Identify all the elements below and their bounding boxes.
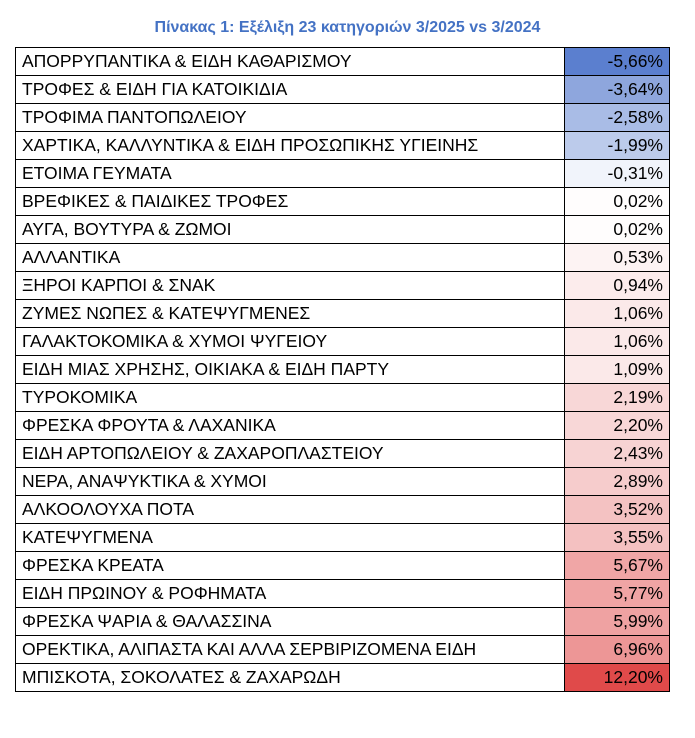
change-value: 2,43% — [565, 440, 670, 468]
change-value: 2,19% — [565, 384, 670, 412]
change-value: 5,77% — [565, 580, 670, 608]
change-value: 0,94% — [565, 272, 670, 300]
change-value: 6,96% — [565, 636, 670, 664]
change-value: 1,06% — [565, 300, 670, 328]
change-value: 2,20% — [565, 412, 670, 440]
change-value: 1,09% — [565, 356, 670, 384]
change-value: 5,99% — [565, 608, 670, 636]
category-name: ΟΡΕΚΤΙΚΑ, ΑΛΙΠΑΣΤΑ ΚΑΙ ΑΛΛΑ ΣΕΡΒΙΡΙΖΟΜΕΝΑ ΕΙΔΗ — [16, 636, 565, 664]
table-title: Πίνακας 1: Εξέλιξη 23 κατηγοριών 3/2025 vs 3/2024 — [154, 19, 541, 36]
category-name: ΝΕΡΑ, ΑΝΑΨΥΚΤΙΚΑ & ΧΥΜΟΙ — [16, 468, 565, 496]
change-value: 0,53% — [565, 244, 670, 272]
table-row — [16, 104, 670, 132]
table-row — [16, 440, 670, 468]
table-row — [16, 160, 670, 188]
table-row — [16, 356, 670, 384]
category-name: ΑΛΛΑΝΤΙΚΑ — [16, 244, 565, 272]
table-row — [16, 636, 670, 664]
table-row — [16, 244, 670, 272]
table-row — [16, 132, 670, 160]
category-name: ΤΡΟΦΙΜΑ ΠΑΝΤΟΠΩΛΕΙΟΥ — [16, 104, 565, 132]
category-name: ΜΠΙΣΚΟΤΑ, ΣΟΚΟΛΑΤΕΣ & ΖΑΧΑΡΩΔΗ — [16, 664, 565, 692]
category-table — [15, 47, 670, 692]
change-value: 5,67% — [565, 552, 670, 580]
table-row — [16, 188, 670, 216]
category-name: ΤΥΡΟΚΟΜΙΚΑ — [16, 384, 565, 412]
table-row — [16, 524, 670, 552]
table-row — [16, 552, 670, 580]
category-name: ΖΥΜΕΣ ΝΩΠΕΣ & ΚΑΤΕΨΥΓΜΕΝΕΣ — [16, 300, 565, 328]
change-value: -2,58% — [565, 104, 670, 132]
table-row — [16, 48, 670, 76]
table-row — [16, 384, 670, 412]
table-row — [16, 216, 670, 244]
table-body — [16, 48, 670, 692]
table-row — [16, 580, 670, 608]
category-name: ΦΡΕΣΚΑ ΚΡΕΑΤΑ — [16, 552, 565, 580]
category-name: ΦΡΕΣΚΑ ΨΑΡΙΑ & ΘΑΛΑΣΣΙΝΑ — [16, 608, 565, 636]
table-row — [16, 412, 670, 440]
table-row — [16, 496, 670, 524]
category-name: ΕΙΔΗ ΜΙΑΣ ΧΡΗΣΗΣ, ΟΙΚΙΑΚΑ & ΕΙΔΗ ΠΑΡΤΥ — [16, 356, 565, 384]
change-value: 0,02% — [565, 188, 670, 216]
table-row — [16, 76, 670, 104]
category-name: ΕΙΔΗ ΠΡΩΙΝΟΥ & ΡΟΦΗΜΑΤΑ — [16, 580, 565, 608]
category-name: ΒΡΕΦΙΚΕΣ & ΠΑΙΔΙΚΕΣ ΤΡΟΦΕΣ — [16, 188, 565, 216]
category-name: ΕΙΔΗ ΑΡΤΟΠΩΛΕΙΟΥ & ΖΑΧΑΡΟΠΛΑΣΤΕΙΟΥ — [16, 440, 565, 468]
table-row — [16, 272, 670, 300]
change-value: -0,31% — [565, 160, 670, 188]
change-value: 3,52% — [565, 496, 670, 524]
category-name: ΑΥΓΑ, ΒΟΥΤΥΡΑ & ΖΩΜΟΙ — [16, 216, 565, 244]
change-value: -1,99% — [565, 132, 670, 160]
category-name: ΚΑΤΕΨΥΓΜΕΝΑ — [16, 524, 565, 552]
category-name: ΦΡΕΣΚΑ ΦΡΟΥΤΑ & ΛΑΧΑΝΙΚΑ — [16, 412, 565, 440]
category-name: ΞΗΡΟΙ ΚΑΡΠΟΙ & ΣΝΑΚ — [16, 272, 565, 300]
table-row — [16, 328, 670, 356]
category-name: ΧΑΡΤΙΚΑ, ΚΑΛΛΥΝΤΙΚΑ & ΕΙΔΗ ΠΡΟΣΩΠΙΚΗΣ ΥΓΙΕΙΝΗΣ — [16, 132, 565, 160]
change-value: 3,55% — [565, 524, 670, 552]
table-row — [16, 300, 670, 328]
change-value: 12,20% — [565, 664, 670, 692]
change-value: 1,06% — [565, 328, 670, 356]
category-name: ΕΤΟΙΜΑ ΓΕΥΜΑΤΑ — [16, 160, 565, 188]
table-row — [16, 664, 670, 692]
category-name: ΑΠΟΡΡΥΠΑΝΤΙΚΑ & ΕΙΔΗ ΚΑΘΑΡΙΣΜΟΥ — [16, 48, 565, 76]
table-row — [16, 468, 670, 496]
change-value: -3,64% — [565, 76, 670, 104]
category-name: ΤΡΟΦΕΣ & ΕΙΔΗ ΓΙΑ ΚΑΤΟΙΚΙΔΙΑ — [16, 76, 565, 104]
change-value: -5,66% — [565, 48, 670, 76]
change-value: 0,02% — [565, 216, 670, 244]
change-value: 2,89% — [565, 468, 670, 496]
category-name: ΓΑΛΑΚΤΟΚΟΜΙΚΑ & ΧΥΜΟΙ ΨΥΓΕΙΟΥ — [16, 328, 565, 356]
table-row — [16, 608, 670, 636]
category-name: ΑΛΚΟΟΛΟΥΧΑ ΠΟΤΑ — [16, 496, 565, 524]
